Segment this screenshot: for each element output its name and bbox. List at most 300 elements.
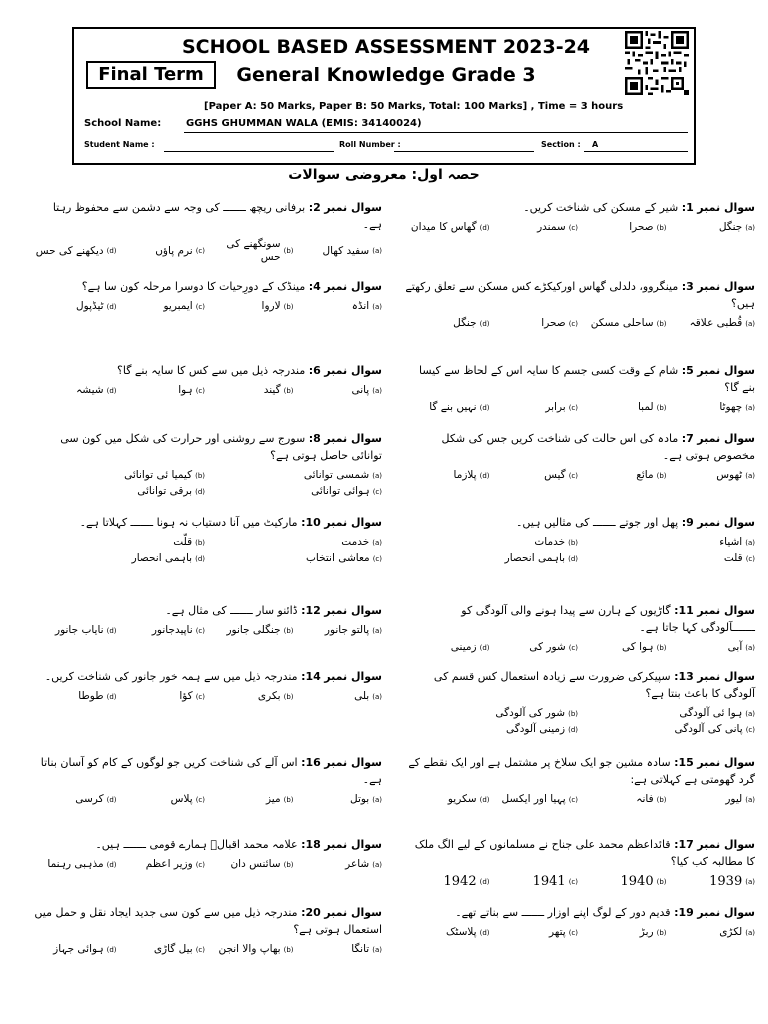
- option-text: نہیں بنے گا: [429, 401, 477, 413]
- option-text: خدمت: [341, 536, 370, 548]
- option-text: شیشہ: [76, 384, 104, 396]
- school-line: [184, 132, 688, 133]
- option-list: [405, 469, 755, 482]
- option-text: بلی: [354, 690, 370, 702]
- option-choice[interactable]: [209, 624, 294, 637]
- roll-number-field[interactable]: [394, 151, 534, 152]
- question-stem: [405, 514, 755, 531]
- option-choice[interactable]: [582, 641, 667, 654]
- question-number: 8:: [308, 432, 321, 445]
- question-2: [32, 199, 382, 264]
- question-label: سوال نمبر: [697, 516, 755, 529]
- option-list: [32, 469, 382, 498]
- option-text: 1942: [443, 874, 477, 889]
- option-letter: (b): [656, 319, 667, 328]
- option-letter: (a): [372, 860, 382, 869]
- option-letter: (b): [283, 860, 294, 869]
- option-text: سائنس دان: [230, 858, 281, 870]
- option-choice[interactable]: [405, 401, 490, 414]
- option-text: زمینی: [450, 641, 477, 653]
- option-list: [405, 926, 755, 939]
- option-text: بھاپ والا انجن: [218, 943, 281, 955]
- option-letter: (a): [745, 709, 755, 718]
- question-label: سوال نمبر: [697, 280, 755, 293]
- option-text: نرم پاؤں: [155, 244, 193, 257]
- option-choice[interactable]: [494, 317, 579, 330]
- option-letter: (a): [745, 877, 755, 886]
- option-choice[interactable]: [494, 221, 579, 234]
- option-text: پانی کی آلودگی: [674, 723, 743, 735]
- option-list: [405, 707, 755, 736]
- option-choice[interactable]: [405, 875, 490, 888]
- option-choice[interactable]: [405, 926, 490, 939]
- option-choice[interactable]: [671, 641, 756, 654]
- option-text: طوطا: [78, 690, 104, 702]
- option-letter: (d): [106, 945, 117, 954]
- question-text: مندرجہ ذیل میں سے کون سی جدید ایجاد نقل و حمل میں استعمال ہوتی ہے؟: [34, 906, 382, 936]
- option-choice[interactable]: [405, 317, 490, 330]
- option-text: پلازما: [453, 469, 477, 481]
- question-text: سپیکرکی ضرورت سے زیادہ استعمال کس قسم کی آلودگی کا باعث بنتا ہے؟: [433, 670, 755, 700]
- option-letter: (c): [745, 725, 755, 734]
- option-letter: (b): [283, 302, 294, 311]
- question-label: سوال نمبر: [697, 756, 755, 769]
- question-number: 7:: [681, 432, 694, 445]
- option-letter: (d): [479, 643, 490, 652]
- option-choice[interactable]: [671, 926, 756, 939]
- option-text: سکریو: [447, 793, 477, 805]
- question-10: [32, 514, 382, 565]
- option-letter: (c): [568, 643, 578, 652]
- option-text: لیور: [725, 793, 743, 805]
- option-letter: (b): [656, 471, 667, 480]
- option-letter: (d): [479, 928, 490, 937]
- option-letter: (d): [479, 877, 490, 886]
- option-choice[interactable]: [582, 926, 667, 939]
- question-5: [405, 362, 755, 414]
- option-choice[interactable]: [121, 943, 206, 956]
- option-text: شور کی: [529, 641, 566, 653]
- option-text: لاروا: [261, 300, 281, 312]
- question-label: سوال نمبر: [324, 201, 382, 214]
- question-number: 5:: [681, 364, 694, 377]
- option-letter: (b): [568, 538, 578, 547]
- question-3: [405, 278, 755, 330]
- option-text: بیل گاڑی: [153, 943, 193, 955]
- option-choice[interactable]: [405, 707, 578, 720]
- question-13: [405, 668, 755, 736]
- question-label: سوال نمبر: [324, 670, 382, 683]
- question-stem: [405, 199, 755, 216]
- option-letter: (d): [106, 626, 117, 635]
- option-choice[interactable]: [121, 858, 206, 871]
- question-stem: [32, 754, 382, 788]
- option-choice[interactable]: [209, 238, 294, 264]
- option-letter: (a): [372, 626, 382, 635]
- option-choice[interactable]: [298, 793, 383, 806]
- option-choice[interactable]: [121, 690, 206, 703]
- option-choice[interactable]: [121, 624, 206, 637]
- option-choice[interactable]: [209, 384, 294, 397]
- option-choice[interactable]: [298, 943, 383, 956]
- option-text: پتھر: [548, 926, 566, 938]
- question-stem: [32, 278, 382, 295]
- question-text: گاڑیوں کے ہارن سے پیدا ہونے والی آلودگی کو ـــــــآلودگی کہا جاتا ہے۔: [461, 604, 755, 634]
- option-text: گھاس کا میدان: [410, 221, 477, 233]
- question-12: [32, 602, 382, 637]
- option-letter: (c): [195, 692, 205, 701]
- option-choice[interactable]: [298, 238, 383, 264]
- option-text: برقی توانائی: [137, 485, 193, 497]
- student-label: Student Name :: [84, 140, 155, 149]
- option-letter: (b): [656, 928, 667, 937]
- option-choice[interactable]: [671, 469, 756, 482]
- question-stem: [32, 199, 382, 233]
- option-letter: (a): [745, 643, 755, 652]
- option-letter: (c): [195, 795, 205, 804]
- option-letter: (d): [106, 692, 117, 701]
- option-choice[interactable]: [671, 401, 756, 414]
- option-choice[interactable]: [582, 221, 667, 234]
- question-19: [405, 904, 755, 939]
- option-list: [32, 536, 382, 565]
- option-text: کیمیا ئی توانائی: [124, 469, 193, 481]
- option-letter: (c): [568, 319, 578, 328]
- school-value: GGHS GHUMMAN WALA (EMIS: 34140024): [186, 118, 422, 129]
- question-label: سوال نمبر: [324, 604, 382, 617]
- option-letter: (b): [283, 692, 294, 701]
- option-letter: (c): [745, 554, 755, 563]
- question-6: [32, 362, 382, 397]
- option-letter: (c): [195, 247, 205, 255]
- question-stem: [405, 602, 755, 636]
- option-text: خدمات: [534, 536, 566, 548]
- option-letter: (c): [195, 302, 205, 311]
- option-text: سمندر: [537, 221, 566, 233]
- option-choice[interactable]: [405, 641, 490, 654]
- option-choice[interactable]: [582, 793, 667, 806]
- question-text: مارکیٹ میں آنا دستیاب نہ ہونا ـــــــ کہلاتا ہے۔: [79, 516, 298, 529]
- option-text: جنگل: [718, 221, 743, 233]
- question-9: [405, 514, 755, 565]
- question-number: 19:: [674, 906, 694, 919]
- option-choice[interactable]: [32, 793, 117, 806]
- option-choice[interactable]: [121, 384, 206, 397]
- option-letter: (a): [372, 386, 382, 395]
- option-letter: (a): [372, 302, 382, 311]
- option-choice[interactable]: [298, 384, 383, 397]
- question-label: سوال نمبر: [324, 432, 382, 445]
- question-label: سوال نمبر: [697, 670, 755, 683]
- option-letter: (a): [745, 795, 755, 804]
- option-letter: (b): [283, 795, 294, 804]
- question-text: مادہ کی اس حالت کی شناخت کریں جس کی شکل مخصوص ہوتی ہے۔: [441, 432, 755, 462]
- option-text: صحرا: [541, 317, 566, 329]
- option-choice[interactable]: [582, 707, 755, 720]
- option-letter: (c): [568, 928, 578, 937]
- option-text: قلّت: [173, 536, 193, 548]
- option-choice[interactable]: [32, 536, 205, 549]
- question-label: سوال نمبر: [697, 364, 755, 377]
- school-label: School Name:: [84, 118, 162, 129]
- option-text: آبی: [727, 641, 743, 653]
- question-number: 13:: [674, 670, 694, 683]
- option-choice[interactable]: [405, 469, 490, 482]
- question-stem: [405, 904, 755, 921]
- option-letter: (b): [656, 877, 667, 886]
- question-label: سوال نمبر: [324, 516, 382, 529]
- option-text: ٹیڈپول: [76, 300, 104, 312]
- option-letter: (c): [568, 795, 578, 804]
- section-line: [584, 151, 688, 152]
- option-letter: (b): [195, 471, 205, 480]
- option-text: قُطبی علاقہ: [689, 317, 743, 329]
- option-text: قلت: [723, 552, 743, 564]
- question-label: سوال نمبر: [324, 756, 382, 769]
- option-letter: (c): [568, 403, 578, 412]
- question-1: [405, 199, 755, 234]
- option-choice[interactable]: [32, 469, 205, 482]
- question-stem: [32, 668, 382, 685]
- option-choice[interactable]: [298, 858, 383, 871]
- option-text: 1940: [620, 874, 654, 889]
- option-list: [405, 875, 755, 888]
- option-letter: (d): [106, 386, 117, 395]
- option-choice[interactable]: [209, 485, 382, 498]
- question-stem: [32, 836, 382, 853]
- option-choice[interactable]: [582, 469, 667, 482]
- option-choice[interactable]: [671, 875, 756, 888]
- question-stem: [405, 836, 755, 870]
- exam-header: [72, 27, 696, 165]
- option-letter: (c): [568, 877, 578, 886]
- option-list: [405, 401, 755, 414]
- question-label: سوال نمبر: [324, 838, 382, 851]
- option-choice[interactable]: [298, 624, 383, 637]
- question-7: [405, 430, 755, 482]
- question-number: 18:: [301, 838, 321, 851]
- option-choice[interactable]: [121, 793, 206, 806]
- question-stem: [32, 904, 382, 938]
- option-choice[interactable]: [209, 690, 294, 703]
- option-text: ہوا: [178, 384, 193, 396]
- option-letter: (b): [656, 795, 667, 804]
- option-choice[interactable]: [32, 485, 205, 498]
- option-list: [405, 793, 755, 806]
- option-list: [32, 943, 382, 956]
- option-letter: (c): [195, 860, 205, 869]
- student-name-field[interactable]: [164, 151, 334, 152]
- option-text: فانہ: [636, 793, 654, 805]
- question-text: شام کے وقت کسی جسم کا سایہ اس کے لحاظ سے کیسا بنے گا؟: [418, 364, 755, 394]
- question-text: اس آلے کی شناخت کریں جو لوگوں کے کام کو آسان بناتا ہے۔: [40, 756, 382, 786]
- question-number: 10:: [301, 516, 321, 529]
- option-letter: (d): [568, 554, 578, 563]
- option-list: [32, 300, 382, 313]
- question-stem: [405, 362, 755, 396]
- option-choice[interactable]: [209, 469, 382, 482]
- question-text: مینڈک کے دورِحیات کا دوسرا مرحلہ کون سا ہے؟: [81, 280, 306, 293]
- question-text: سورج سے روشنی اور حرارت کی شکل میں کون سی توانائی حاصل ہوتی ہے؟: [60, 432, 382, 462]
- option-choice[interactable]: [494, 793, 579, 806]
- option-letter: (c): [568, 223, 578, 232]
- option-choice[interactable]: [582, 723, 755, 736]
- option-choice[interactable]: [209, 858, 294, 871]
- qr-code-icon: [625, 31, 689, 95]
- option-text: ساحلی مسکن: [590, 317, 654, 329]
- question-text: قائداعظم محمد علی جناح نے مسلمانوں کے لیے الگ ملک کا مطالبہ کب کیا؟: [414, 838, 755, 868]
- question-text: مندرجہ ذیل میں سے کس کا سایہ بنے گا؟: [117, 364, 306, 377]
- option-choice[interactable]: [209, 536, 382, 549]
- section-value: A: [592, 140, 599, 149]
- option-text: لکڑی: [719, 926, 743, 938]
- option-choice[interactable]: [32, 690, 117, 703]
- option-choice[interactable]: [671, 317, 756, 330]
- option-letter: (c): [372, 487, 382, 496]
- option-text: ناپیدجانور: [151, 624, 193, 636]
- option-choice[interactable]: [121, 300, 206, 313]
- option-letter: (c): [195, 386, 205, 395]
- option-list: [405, 317, 755, 330]
- option-letter: (b): [283, 247, 294, 255]
- question-label: سوال نمبر: [697, 201, 755, 214]
- option-letter: (b): [283, 626, 294, 635]
- option-text: جنگل: [453, 317, 477, 329]
- question-number: 11:: [674, 604, 694, 617]
- option-text: باہمی انحصار: [504, 552, 566, 564]
- option-choice[interactable]: [32, 624, 117, 637]
- question-16: [32, 754, 382, 806]
- option-choice[interactable]: [494, 641, 579, 654]
- question-text: پھل اور جوتے ـــــــ کی مثالیں ہیں۔: [515, 516, 679, 529]
- option-choice[interactable]: [582, 401, 667, 414]
- option-text: ہوا کی: [622, 641, 654, 653]
- question-18: [32, 836, 382, 871]
- option-letter: (d): [195, 487, 205, 496]
- question-4: [32, 278, 382, 313]
- option-choice[interactable]: [582, 317, 667, 330]
- option-letter: (a): [372, 945, 382, 954]
- option-letter: (b): [568, 709, 578, 718]
- question-number: 12:: [301, 604, 321, 617]
- option-choice[interactable]: [32, 552, 205, 565]
- question-14: [32, 668, 382, 703]
- question-17: [405, 836, 755, 888]
- option-text: ٹھوس: [716, 469, 743, 481]
- option-choice[interactable]: [32, 384, 117, 397]
- option-letter: (b): [195, 538, 205, 547]
- option-list: [405, 221, 755, 234]
- option-choice[interactable]: [32, 300, 117, 313]
- question-stem: [32, 602, 382, 619]
- option-choice[interactable]: [298, 300, 383, 313]
- option-choice[interactable]: [405, 793, 490, 806]
- option-choice[interactable]: [298, 690, 383, 703]
- option-letter: (b): [656, 643, 667, 652]
- option-text: کؤا: [179, 690, 193, 702]
- option-choice[interactable]: [405, 221, 490, 234]
- question-text: قدیم دور کے لوگ اپنے اوزار ـــــــ سے بناتے تھے۔: [455, 906, 671, 919]
- option-text: پانی: [351, 384, 370, 396]
- question-number: 9:: [681, 516, 694, 529]
- question-stem: [32, 430, 382, 464]
- option-text: شمسی توانائی: [303, 469, 370, 481]
- option-text: زمینی آلودگی: [506, 723, 566, 735]
- option-choice[interactable]: [121, 238, 206, 264]
- option-list: [32, 384, 382, 397]
- option-text: بوتل: [350, 793, 370, 805]
- option-letter: (a): [745, 403, 755, 412]
- question-text: ڈائنو سار ـــــــ کی مثال ہے۔: [165, 604, 298, 617]
- question-text: برفانی ریچھ ـــــــ کی وجہ سے دشمن سے محفوظ رہتا ہے۔: [52, 201, 382, 231]
- option-choice[interactable]: [32, 943, 117, 956]
- option-text: نایاب جانور: [55, 624, 104, 636]
- option-text: مائع: [636, 469, 654, 481]
- option-text: انڈہ: [351, 300, 370, 312]
- option-text: پالتو جانور: [324, 624, 370, 636]
- option-text: برابر: [545, 401, 566, 413]
- option-text: گیند: [263, 384, 281, 396]
- option-text: شاعر: [345, 858, 370, 870]
- option-choice[interactable]: [582, 875, 667, 888]
- option-choice[interactable]: [405, 536, 578, 549]
- option-text: بکری: [257, 690, 281, 702]
- option-choice[interactable]: [671, 221, 756, 234]
- option-choice[interactable]: [209, 943, 294, 956]
- option-text: پہیا اور ایکسل: [501, 793, 566, 805]
- option-choice[interactable]: [671, 793, 756, 806]
- question-label: سوال نمبر: [697, 838, 755, 851]
- option-choice[interactable]: [32, 858, 117, 871]
- roll-label: Roll Number :: [339, 140, 401, 149]
- option-choice[interactable]: [405, 723, 578, 736]
- option-choice[interactable]: [494, 926, 579, 939]
- option-choice[interactable]: [405, 552, 578, 565]
- option-letter: (d): [106, 302, 117, 311]
- option-letter: (d): [195, 554, 205, 563]
- option-choice[interactable]: [582, 536, 755, 549]
- option-choice[interactable]: [494, 401, 579, 414]
- option-letter: (a): [372, 471, 382, 480]
- question-stem: [405, 430, 755, 464]
- question-number: 14:: [301, 670, 321, 683]
- option-text: 1941: [532, 874, 566, 889]
- option-text: سونگھنے کی حس: [226, 238, 281, 263]
- option-choice[interactable]: [494, 875, 579, 888]
- option-choice[interactable]: [582, 552, 755, 565]
- option-list: [32, 793, 382, 806]
- question-15: [405, 754, 755, 806]
- option-choice[interactable]: [209, 793, 294, 806]
- question-stem: [32, 362, 382, 379]
- option-choice[interactable]: [209, 300, 294, 313]
- option-letter: (a): [372, 692, 382, 701]
- option-text: لمبا: [637, 401, 654, 413]
- option-text: دیکھنے کی حس: [35, 244, 104, 257]
- option-choice[interactable]: [209, 552, 382, 565]
- option-letter: (b): [656, 223, 667, 232]
- option-letter: (a): [745, 319, 755, 328]
- option-choice[interactable]: [494, 469, 579, 482]
- option-text: کرسی: [75, 793, 104, 805]
- option-list: [32, 858, 382, 871]
- option-text: صحرا: [629, 221, 654, 233]
- option-text: ہوائی جہاز: [53, 943, 104, 955]
- option-choice[interactable]: [32, 238, 117, 264]
- option-letter: (d): [479, 471, 490, 480]
- question-label: سوال نمبر: [697, 604, 755, 617]
- option-text: مذہبی رہنما: [47, 858, 104, 870]
